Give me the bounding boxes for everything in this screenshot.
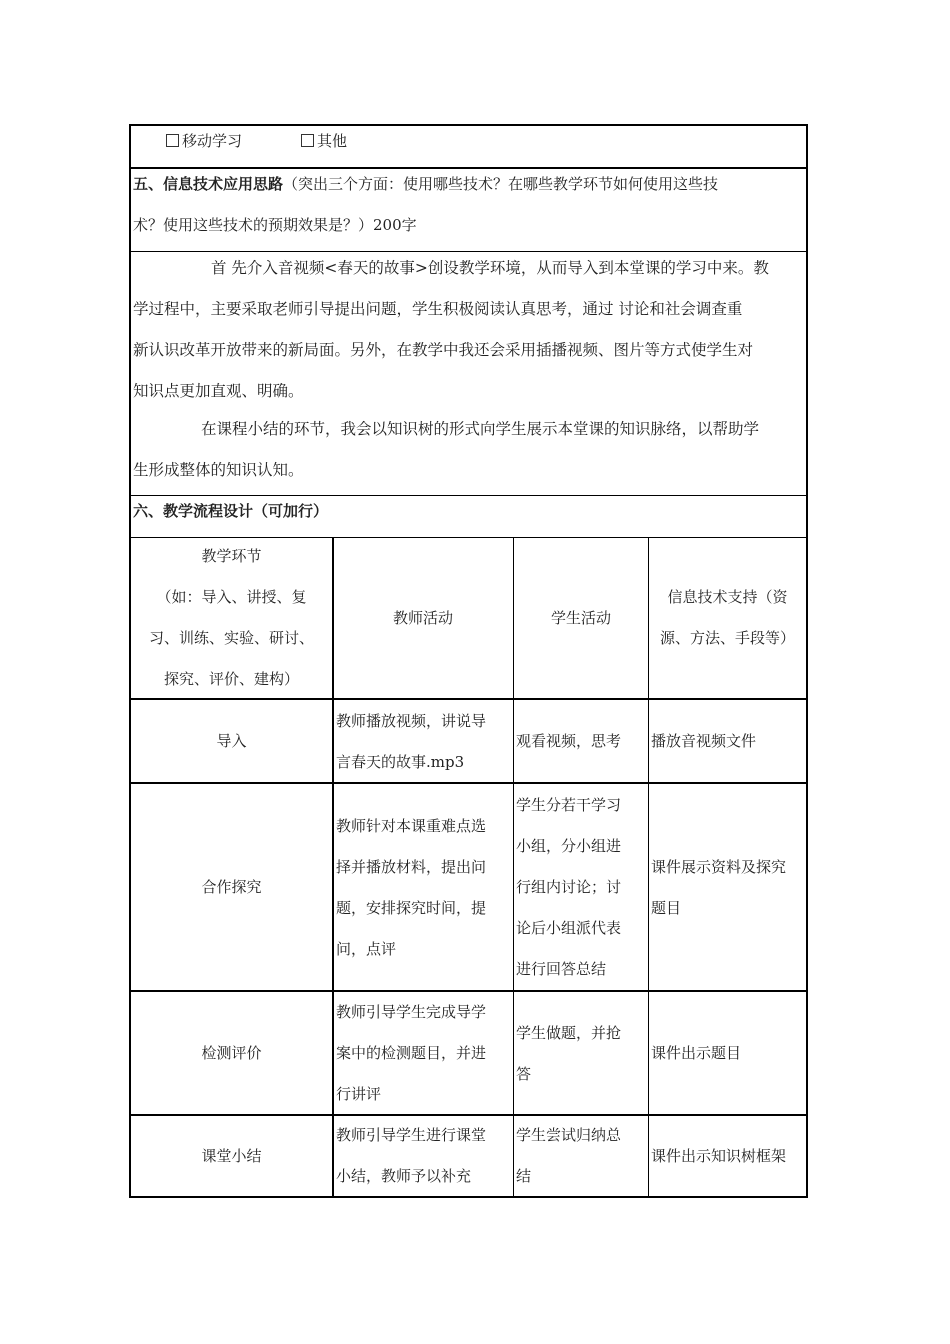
header-teacher: 教师活动 [392,608,453,627]
table-row-teacher: 教师针对本课重难点选 择并播放材料，提出问 题，安排探究时间，提 问，点评 [336,816,487,958]
section5-note-line1: （突出三个方面：使用哪些技术？在哪些教学环节如何使用这些技 [283,175,719,193]
header-tech: 信息技术支持（资 源、方法、手段等） [659,588,795,647]
table-row-student: 学生尝试归纳总 结 [516,1126,622,1185]
option-other[interactable]: 其他 [301,131,347,152]
table-row-stage: 合作探究 [201,878,262,896]
lesson-plan-table [129,124,808,1198]
table-row-teacher: 教师播放视频，讲说导 言春天的故事.mp3 [336,711,487,771]
section5-paragraph-2 [133,409,803,491]
section5-note-line2: 术？使用这些技术的预期效果是？）200字 [133,216,417,234]
paragraph-line: 生形成整体的知识认知。 [133,461,304,479]
table-row-student: 学生分若干学习 小组，分小组进 行组内讨论；讨 论后小组派代表 进行回答总结 [516,796,622,978]
paragraph-line: 新认识改革开放带来的新局面。另外，在教学中我还会采用插播视频、图片等方式使学生对 [133,341,754,359]
paragraph-line: 首 先介入音视频<春天的故事>创设教学环境，从而导入到本堂课的学习中来。教 [211,259,769,277]
table-row-tech: 课件出示知识树框架 [651,1146,787,1165]
paragraph-line: 知识点更加直观、明确。 [133,382,304,400]
table-row-tech: 播放音视频文件 [651,732,757,750]
table-row-stage: 导入 [216,732,247,750]
checkbox-icon[interactable] [301,134,314,147]
divider [131,167,806,169]
section6-heading [133,501,328,522]
table-row-student: 观看视频，思考 [516,732,622,750]
divider [131,495,806,496]
section5-heading: 五、信息技术应用思路 [133,175,284,193]
header-student: 学生活动 [550,608,611,627]
table-row-teacher: 教师引导学生进行课堂 小结，教师予以补充 [336,1126,487,1185]
table-row-stage: 课堂小结 [201,1146,262,1165]
paragraph-line: 在课程小结的环节，我会以知识树的形式向学生展示本堂课的知识脉络，以帮助学 [201,420,760,438]
paragraph-line: 学过程中，主要采取老师引导提出问题，学生积极阅读认真思考，通过 讨论和社会调查重 [133,300,743,318]
checkbox-icon[interactable] [166,134,179,147]
header-stage: 教学环节 （如：导入、讲授、复 习、训练、实验、研讨、 探究、评价、建构） [148,547,314,688]
table-row-stage: 检测评价 [201,1044,262,1062]
section5-paragraph-1 [133,248,803,412]
option-mobile-learning[interactable]: 移动学习 [166,131,242,152]
section5-heading-line1 [133,174,718,195]
table-row-tech: 课件展示资料及探究 题目 [651,857,787,917]
table-row-tech: 课件出示题目 [651,1044,742,1062]
table-row-student: 学生做题，并抢 答 [516,1023,622,1083]
section6-heading-text: 六、教学流程设计（可加行） [133,502,329,520]
table-row-teacher: 教师引导学生完成导学 案中的检测题目，并进 行讲评 [336,1003,487,1103]
